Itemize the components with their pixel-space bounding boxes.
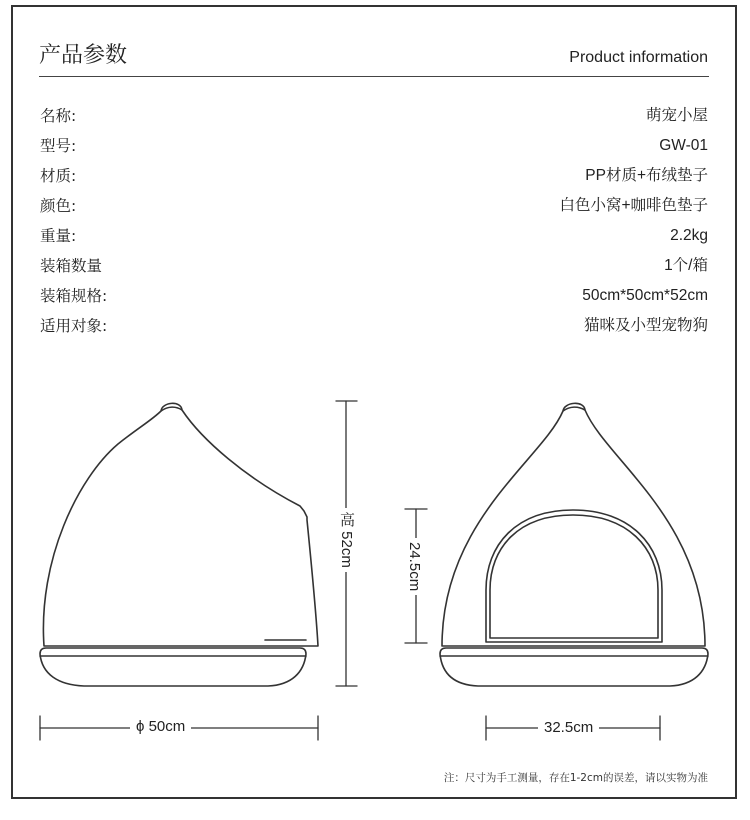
spec-value: 白色小窝+咖啡色垫子	[559, 197, 708, 214]
opening-height-dimension-label: 24.5cm	[406, 538, 423, 595]
page-title-cn: 产品参数	[39, 43, 128, 68]
spec-value: 1个/箱	[664, 257, 708, 274]
page-title-en: Product information	[569, 49, 708, 66]
front-view-drawing	[440, 403, 708, 686]
spec-value: 50cm*50cm*52cm	[582, 287, 708, 304]
spec-value: 萌宠小屋	[645, 107, 708, 124]
footnote: 注：尺寸为手工测量，存在1-2cm的误差，请以实物为准	[443, 772, 708, 784]
spec-label: 材质:	[40, 167, 77, 185]
spec-value: GW-01	[659, 137, 708, 154]
spec-label: 型号:	[40, 137, 77, 155]
spec-value: 猫咪及小型宠物狗	[583, 317, 708, 334]
diameter-dimension-label: ϕ 50cm	[130, 718, 191, 735]
spec-label: 装箱数量	[40, 257, 103, 275]
spec-value: 2.2kg	[670, 227, 708, 244]
spec-label: 名称:	[40, 107, 77, 125]
spec-value: PP材质+布绒垫子	[585, 167, 708, 184]
spec-label: 适用对象:	[40, 317, 108, 335]
side-view-drawing	[40, 403, 318, 686]
spec-label: 重量:	[40, 227, 77, 245]
spec-label: 装箱规格:	[40, 287, 108, 305]
opening-width-dimension-label: 32.5cm	[538, 719, 599, 736]
spec-label: 颜色:	[40, 197, 77, 215]
height-dimension-label: 高 52cm	[336, 508, 357, 572]
